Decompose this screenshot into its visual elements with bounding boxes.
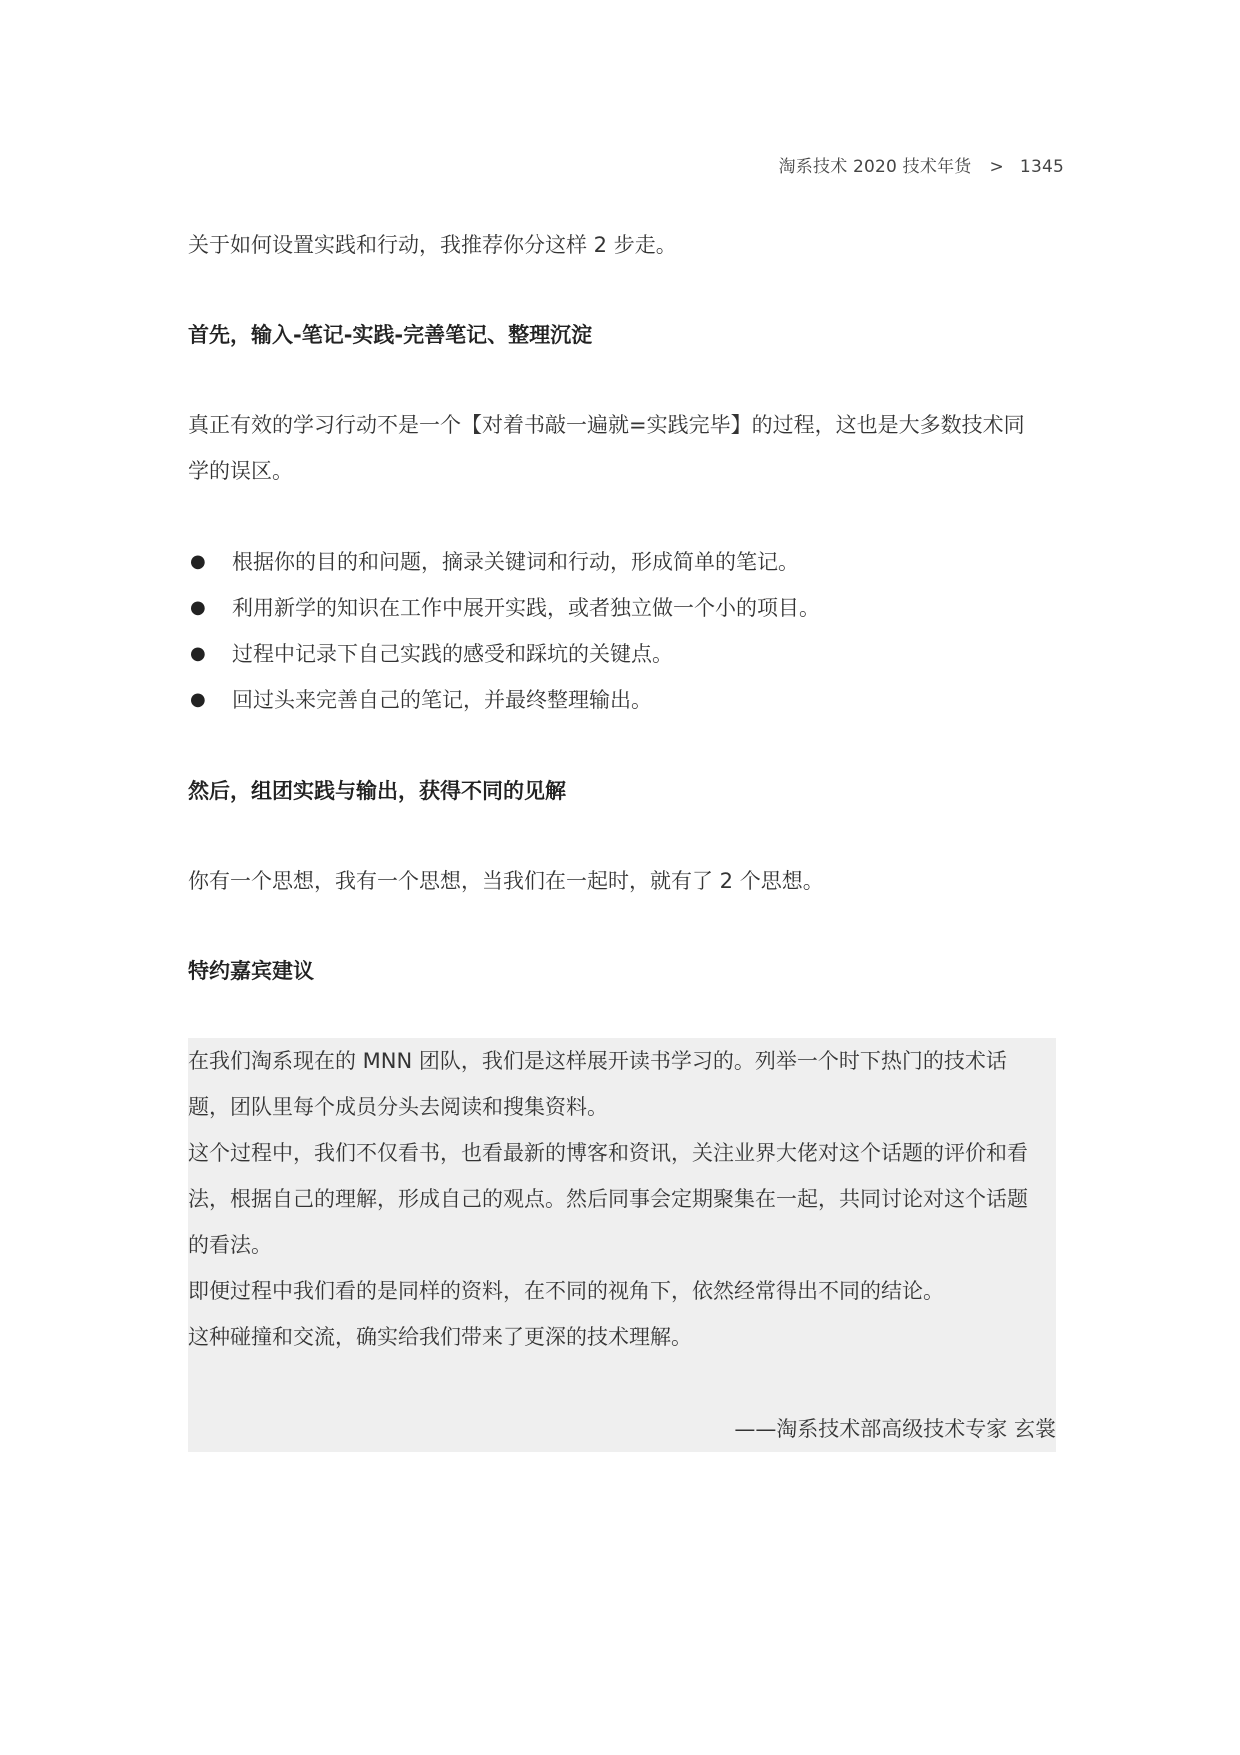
- header-separator: >: [989, 157, 1004, 177]
- quote-paragraph-4: 这种碰撞和交流，确实给我们带来了更深的技术理解。: [188, 1325, 692, 1349]
- quote-line: 法，根据自己的理解，形成自己的观点。然后同事会定期聚集在一起，共同讨论对这个话题: [188, 1187, 1028, 1211]
- quote-line: 在我们淘系现在的 MNN 团队，我们是这样展开读书学习的。列举一个时下热门的技术话: [188, 1049, 1007, 1073]
- page-content: [188, 222, 1056, 1452]
- list-item-text: 根据你的目的和问题，摘录关键词和行动，形成简单的笔记。: [232, 550, 799, 574]
- list-item: [188, 539, 1056, 585]
- section-heading-guest-advice: 特约嘉宾建议: [188, 959, 314, 983]
- list-item-text: 回过头来完善自己的笔记，并最终整理输出。: [232, 688, 652, 712]
- quote-signature: ——淘系技术部高级技术专家 玄裳: [734, 1417, 1056, 1441]
- list-item: [188, 631, 1056, 677]
- list-item: [188, 677, 1056, 723]
- section1-paragraph-line-1: 真正有效的学习行动不是一个【对着书敲一遍就=实践完毕】的过程，这也是大多数技术同: [188, 413, 1025, 437]
- section1-paragraph: [188, 402, 1056, 494]
- quote-line: 的看法。: [188, 1233, 272, 1257]
- quote-paragraph-2: [188, 1130, 1056, 1268]
- bullet-marker: ●: [190, 689, 206, 710]
- quote-paragraph-1: [188, 1038, 1056, 1130]
- quote-line: 这个过程中，我们不仅看书，也看最新的博客和资讯，关注业界大佬对这个话题的评价和看: [188, 1141, 1028, 1165]
- book-title: 淘系技术 2020 技术年货: [778, 157, 972, 177]
- intro-paragraph: 关于如何设置实践和行动，我推荐你分这样 2 步走。: [188, 233, 677, 257]
- section-heading-group-practice: 然后，组团实践与输出，获得不同的见解: [188, 779, 566, 803]
- list-item: [188, 585, 1056, 631]
- bullet-marker: ●: [190, 643, 206, 664]
- page-number: 1345: [1019, 157, 1064, 177]
- practice-steps-list: [188, 539, 1056, 723]
- section2-paragraph: 你有一个思想，我有一个思想，当我们在一起时，就有了 2 个思想。: [188, 869, 824, 893]
- list-item-text: 过程中记录下自己实践的感受和踩坑的关键点。: [232, 642, 673, 666]
- guest-quote-box: [188, 1038, 1056, 1452]
- section1-paragraph-line-2: 学的误区。: [188, 459, 293, 483]
- quote-line: 题，团队里每个成员分头去阅读和搜集资料。: [188, 1095, 608, 1119]
- bullet-marker: ●: [190, 551, 206, 572]
- running-header: [779, 152, 1064, 177]
- list-item-text: 利用新学的知识在工作中展开实践，或者独立做一个小的项目。: [232, 596, 820, 620]
- bullet-marker: ●: [190, 597, 206, 618]
- section-heading-input-notes: 首先，输入-笔记-实践-完善笔记、整理沉淀: [188, 323, 593, 347]
- quote-paragraph-3: 即便过程中我们看的是同样的资料，在不同的视角下，依然经常得出不同的结论。: [188, 1279, 944, 1303]
